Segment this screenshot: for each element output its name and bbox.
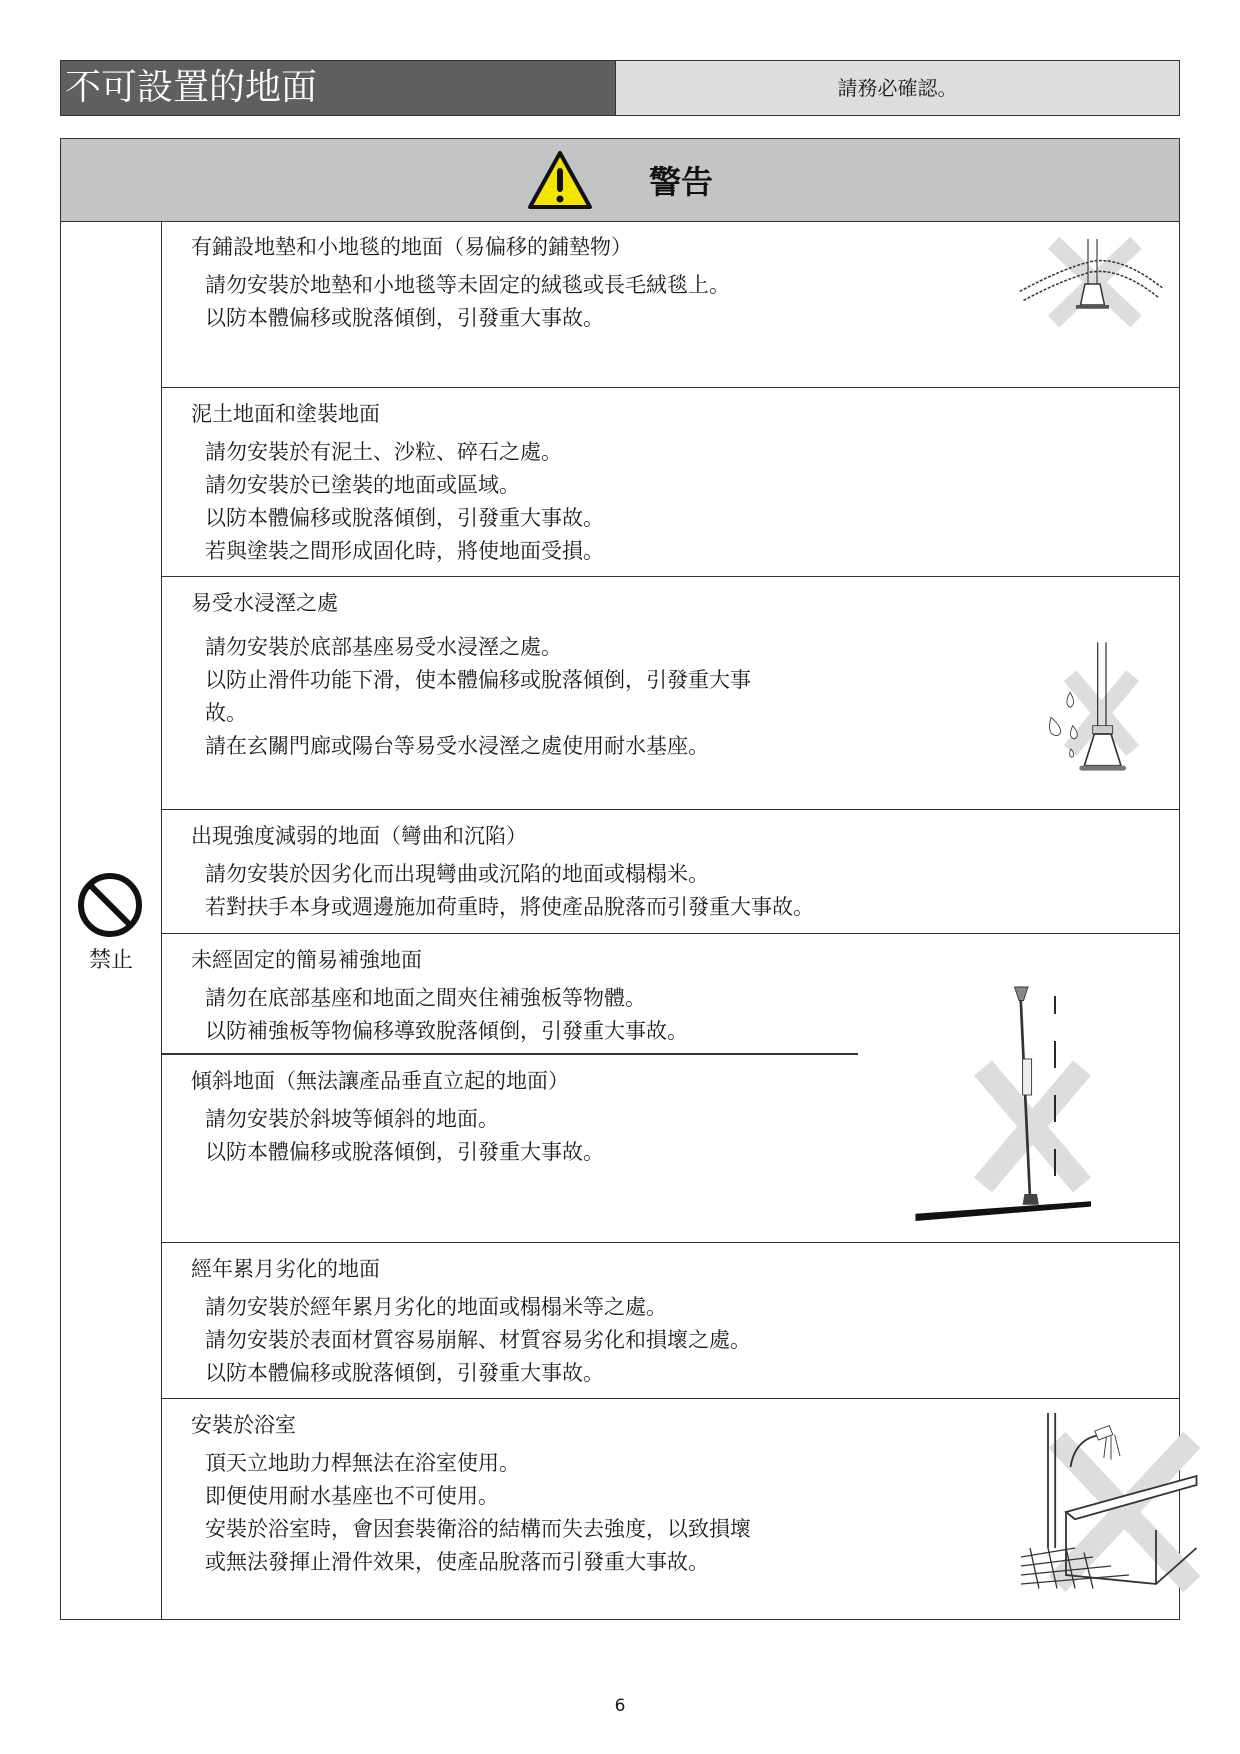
section-heading: 未經固定的簡易補強地面 <box>191 948 422 972</box>
section-line: 以防本體偏移或脫落傾倒，引發重大事故。 <box>205 306 604 330</box>
prohibition-label: 禁止 <box>88 948 133 973</box>
warning-label: 警告 <box>648 163 713 201</box>
section-heading: 經年累月劣化的地面 <box>191 1257 380 1281</box>
section-line: 以防本體偏移或脫落傾倒，引發重大事故。 <box>205 1140 604 1164</box>
section-line: 以防本體偏移或脫落傾倒，引發重大事故。 <box>205 1361 604 1385</box>
wet-base-prohibited-illustration <box>1041 639 1141 779</box>
section-line: 請在玄關門廊或陽台等易受水浸溼之處使用耐水基座。 <box>205 734 709 758</box>
section-heading: 易受水浸溼之處 <box>191 591 338 615</box>
section-line: 故。 <box>205 701 247 725</box>
section-line: 即便使用耐水基座也不可使用。 <box>205 1484 499 1508</box>
section-heading: 安裝於浴室 <box>191 1413 296 1437</box>
section-heading: 泥土地面和塗裝地面 <box>191 402 380 426</box>
page-number: 6 <box>614 1696 626 1716</box>
section-weakened-floor <box>161 810 1179 934</box>
rug-floor-prohibited-illustration <box>1016 229 1166 339</box>
section-line: 請勿安裝於地墊和小地毯等未固定的絨毯或長毛絨毯上。 <box>205 273 730 297</box>
warning-triangle-icon <box>527 150 593 210</box>
sloped-floor-prohibited-illustration <box>901 969 1101 1239</box>
section-wet-area <box>161 577 1179 810</box>
section-line: 以防本體偏移或脫落傾倒，引發重大事故。 <box>205 506 604 530</box>
section-line: 若對扶手本身或週邊施加荷重時，將使產品脫落而引發重大事故。 <box>205 895 814 919</box>
section-line: 請勿在底部基座和地面之間夾住補強板等物體。 <box>205 986 646 1010</box>
section-line: 以防補強板等物偏移導致脫落傾倒，引發重大事故。 <box>205 1019 688 1043</box>
section-line: 以防止滑件功能下滑，使本體偏移或脫落傾倒，引發重大事 <box>205 668 751 692</box>
section-bathroom <box>161 1399 1179 1621</box>
section-heading: 有鋪設地墊和小地毯的地面（易偏移的鋪墊物） <box>191 235 632 259</box>
section-line: 請勿安裝於斜坡等傾斜的地面。 <box>205 1107 499 1131</box>
page-title: 不可設置的地面 <box>61 61 616 115</box>
section-rug-floor <box>161 221 1179 388</box>
header-note: 請務必確認。 <box>616 61 1179 115</box>
section-line: 若與塗裝之間形成固化時，將使地面受損。 <box>205 539 604 563</box>
section-line: 請勿安裝於底部基座易受水浸溼之處。 <box>205 635 562 659</box>
section-dirt-painted-floor <box>161 388 1179 577</box>
section-line: 請勿安裝於經年累月劣化的地面或榻榻米等之處。 <box>205 1295 667 1319</box>
section-line: 頂天立地助力桿無法在浴室使用。 <box>205 1451 520 1475</box>
prohibition-icon <box>76 871 144 939</box>
bathroom-prohibited-illustration <box>1021 1413 1201 1593</box>
section-line: 或無法發揮止滑件效果，使產品脫落而引發重大事故。 <box>205 1550 709 1574</box>
section-line: 請勿安裝於表面材質容易崩解、材質容易劣化和損壞之處。 <box>205 1328 751 1352</box>
section-line: 請勿安裝於因劣化而出現彎曲或沉陷的地面或榻榻米。 <box>205 862 709 886</box>
section-line: 安裝於浴室時，會因套裝衛浴的結構而失去強度，以致損壞 <box>205 1517 751 1541</box>
section-aged-floor <box>161 1243 1179 1399</box>
prohibition-column <box>61 221 162 1619</box>
warning-banner <box>61 139 1179 222</box>
page-header <box>60 60 1180 116</box>
warning-table <box>60 138 1180 1620</box>
section-heading: 傾斜地面（無法讓產品垂直立起的地面） <box>191 1069 569 1093</box>
section-heading: 出現強度減弱的地面（彎曲和沉陷） <box>191 824 527 848</box>
section-line: 請勿安裝於有泥土、沙粒、碎石之處。 <box>205 440 562 464</box>
section-line: 請勿安裝於已塗裝的地面或區域。 <box>205 473 520 497</box>
